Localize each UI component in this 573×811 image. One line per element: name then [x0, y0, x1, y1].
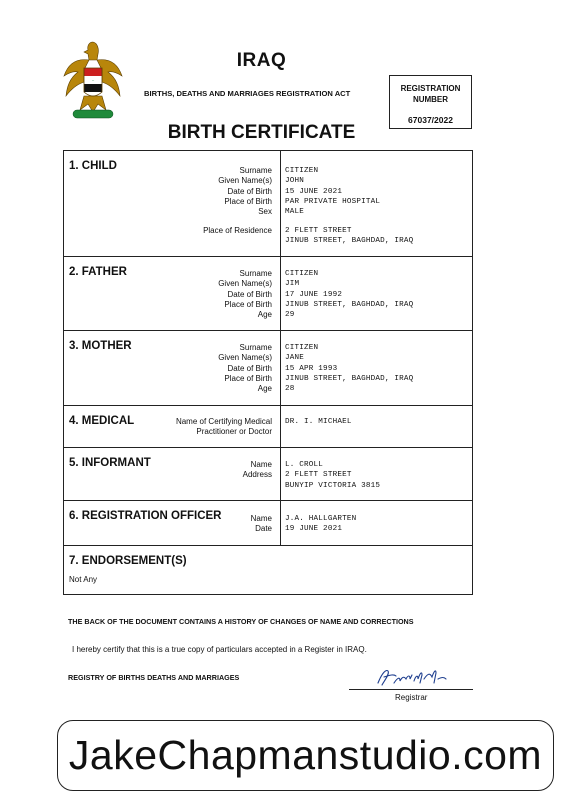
child-surname: CITIZEN: [285, 167, 319, 175]
label-place-of-residence: Place of Residence: [203, 226, 272, 235]
father-surname: CITIZEN: [285, 270, 319, 278]
section-title-informant: 5. INFORMANT: [69, 457, 151, 469]
back-of-document-note: THE BACK OF THE DOCUMENT CONTAINS A HISTORY OF CHANGES OF NAME AND CORRECTIONS: [68, 617, 414, 626]
label-given-names: Given Name(s): [218, 279, 272, 289]
residence-line: 2 FLETT STREET: [285, 227, 352, 235]
certificate-table: [63, 150, 473, 595]
section-title-endorsement: 7. ENDORSEMENT(S): [69, 555, 187, 567]
informant-address-line: BUNYIP VICTORIA 3815: [285, 481, 381, 490]
medical-labels: [176, 417, 272, 438]
label-surname: Surname: [239, 343, 272, 352]
officer-date: 19 JUNE 2021: [285, 525, 343, 534]
section-title-mother: 3. MOTHER: [69, 340, 132, 352]
label-place-of-birth: Place of Birth: [224, 299, 272, 309]
label-practitioner-or-doctor: Practitioner or Doctor: [196, 427, 272, 437]
child-given-names: JOHN: [285, 177, 305, 186]
father-given-names: JIM: [285, 280, 300, 289]
label-surname: Surname: [239, 166, 272, 175]
child-labels: [218, 166, 272, 217]
label-name: Name: [250, 460, 272, 469]
registrar-signature: [372, 665, 452, 691]
officer-values: [285, 514, 356, 535]
father-date-of-birth: 17 JUNE 1992: [285, 290, 343, 299]
section-title-medical: 4. MEDICAL: [69, 415, 135, 427]
mother-place-of-birth: JINUB STREET, BAGHDAD, IRAQ: [285, 374, 414, 383]
label-sex: Sex: [258, 207, 272, 217]
informant-address-line: 2 FLETT STREET: [285, 471, 352, 480]
informant-values: [285, 460, 380, 491]
act-title: BIRTHS, DEATHS AND MARRIAGES REGISTRATION ACT: [144, 89, 351, 98]
mother-given-names: JANE: [285, 354, 305, 363]
label-date: Date: [255, 524, 272, 534]
officer-labels: [251, 514, 272, 535]
label-age: Age: [257, 384, 272, 394]
father-labels: [218, 269, 272, 320]
section-mother: [64, 331, 472, 406]
mother-values: [285, 343, 413, 394]
father-age: 29: [285, 311, 295, 320]
endorsement-value: Not Any: [69, 575, 98, 584]
informant-labels: [243, 460, 272, 481]
certification-statement: I hereby certify that this is a true copy of particulars accepted in a Register in IRAQ.: [72, 645, 367, 654]
certificate-title: BIRTH CERTIFICATE: [167, 122, 356, 143]
label-date-of-birth: Date of Birth: [227, 363, 272, 373]
label-given-names: Given Name(s): [218, 176, 272, 186]
child-place-of-birth: PAR PRIVATE HOSPITAL: [285, 197, 381, 206]
informant-name: L. CROLL: [285, 461, 324, 469]
registration-label: REGISTRATION: [400, 84, 461, 93]
label-given-names: Given Name(s): [218, 353, 272, 363]
medical-practitioner-name: DR. I. MICHAEL: [285, 418, 352, 426]
section-endorsement: [64, 546, 472, 594]
registration-label-number: NUMBER: [412, 95, 449, 104]
label-place-of-birth: Place of Birth: [224, 196, 272, 206]
svg-text:~: ~: [91, 79, 95, 83]
label-surname: Surname: [239, 269, 272, 278]
residence-line: JINUB STREET, BAGHDAD, IRAQ: [285, 237, 414, 246]
mother-surname: CITIZEN: [285, 344, 319, 352]
label-place-of-birth: Place of Birth: [224, 373, 272, 383]
section-informant: [64, 448, 472, 501]
father-place-of-birth: JINUB STREET, BAGHDAD, IRAQ: [285, 300, 414, 309]
label-address: Address: [242, 470, 272, 480]
registration-number: 67037/2022: [408, 115, 453, 125]
child-date-of-birth: 15 JUNE 2021: [285, 187, 343, 196]
label-date-of-birth: Date of Birth: [227, 186, 272, 196]
mother-date-of-birth: 15 APR 1993: [285, 364, 338, 373]
section-father: [64, 257, 472, 331]
registrar-label: Registrar: [395, 693, 428, 702]
child-sex: MALE: [285, 208, 305, 217]
label-date-of-birth: Date of Birth: [227, 289, 272, 299]
section-child: [64, 151, 472, 257]
child-residence: [285, 226, 413, 247]
section-title-father: 2. FATHER: [69, 266, 127, 278]
watermark-banner: JakeChapmanstudio.com: [57, 720, 554, 791]
child-values: [285, 166, 380, 217]
father-values: [285, 269, 413, 320]
registry-name: REGISTRY OF BIRTHS DEATHS AND MARRIAGES: [68, 673, 240, 682]
officer-name: J.A. HALLGARTEN: [285, 515, 357, 523]
section-title-child: 1. CHILD: [69, 160, 117, 172]
country-title: IRAQ: [236, 50, 287, 71]
mother-labels: [218, 343, 272, 394]
label-certifying-medical: Name of Certifying Medical: [175, 417, 272, 426]
section-title-registration-officer: 6. REGISTRATION OFFICER: [69, 510, 222, 522]
mother-age: 28: [285, 385, 295, 394]
label-name: Name: [250, 514, 272, 523]
section-registration-officer: [64, 501, 472, 546]
label-age: Age: [257, 310, 272, 320]
section-medical: [64, 406, 472, 448]
signature-line: [349, 689, 473, 690]
registration-number-box: [389, 75, 472, 129]
